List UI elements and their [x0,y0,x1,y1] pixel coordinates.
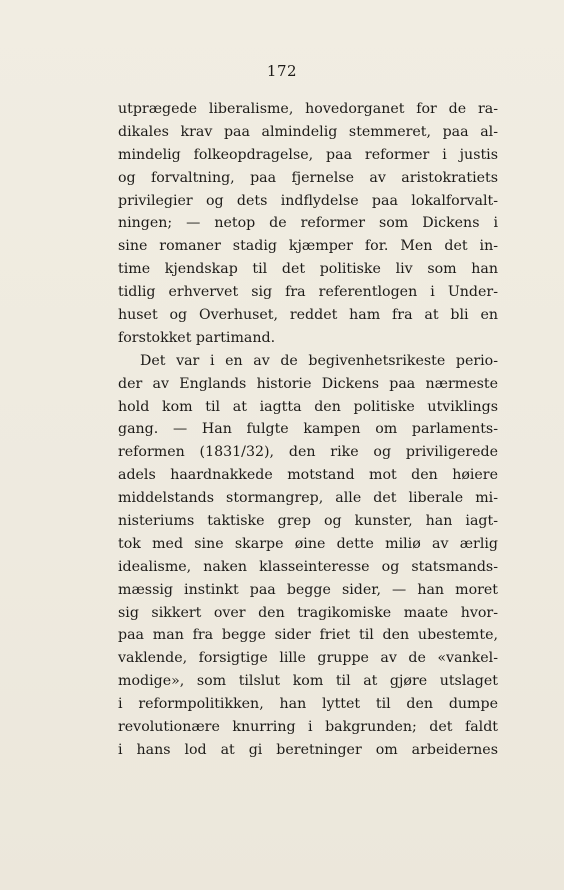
text-line: i hans lod at gi beretninger om arbeidernes [118,741,498,758]
text-line: mæssig instinkt paa begge sider, — han moret [118,581,498,598]
text-line: og forvaltning, paa fjernelse av aristokratiets [118,169,498,186]
text-line: mindelig folkeopdragelse, paa reformer i justis [118,146,498,163]
text-line: tidlig erhvervet sig fra referentlogen i Under- [118,284,498,301]
text-line: adels haardnakkede motstand mot den høiere [118,467,498,484]
text-line: i reformpolitikken, han lyttet til den dumpe [118,696,498,713]
paragraph-2 [118,350,498,762]
text-line: sine romaner stadig kjæmper for. Men det in- [118,238,498,255]
text-line: der av Englands historie Dickens paa nærmeste [118,375,498,392]
page-number: 172 [266,62,298,80]
text-line: nisteriums taktiske grep og kunster, han iagt- [118,513,498,530]
paragraph-1 [118,98,498,350]
text-line: utprægede liberalisme, hovedorganet for de ra- [118,101,498,117]
text-line: dikales krav paa almindelig stemmeret, paa al- [118,123,498,140]
text-line: forstokket partimand. [118,329,276,346]
text-line: modige», som tilslut kom til at gjøre utslaget [118,673,498,690]
text-line: Det var i en av de begivenhetsrikeste perio- [140,352,498,369]
text-line: revolutionære knurring i bakgrunden; det faldt [118,719,498,736]
text-line: idealisme, naken klasseinteresse og statsmands- [118,558,498,575]
text-line: reformen (1831/32), den rike og priviligerede [118,444,498,461]
text-line: paa man fra begge sider friet til den ubestemte, [118,627,498,644]
text-line: gang. — Han fulgte kampen om parlaments- [118,421,498,438]
text-line: huset og Overhuset, reddet ham fra at bli en [118,307,498,324]
text-line: privilegier og dets indflydelse paa lokalforvalt- [118,192,498,209]
body-text [118,98,498,762]
text-line: tok med sine skarpe øine dette miliø av ærlig [118,535,498,552]
text-line: ningen; — netop de reformer som Dickens i [118,215,498,232]
text-line: vaklende, forsigtige lille gruppe av de «vankel- [118,650,498,667]
text-line: hold kom til at iagtta den politiske utviklings [118,398,498,415]
text-line: middelstands stormangrep, alle det liberale mi- [118,490,498,507]
text-line: sig sikkert over den tragikomiske maate hvor- [118,604,498,621]
text-line: time kjendskap til det politiske liv som han [118,261,498,278]
